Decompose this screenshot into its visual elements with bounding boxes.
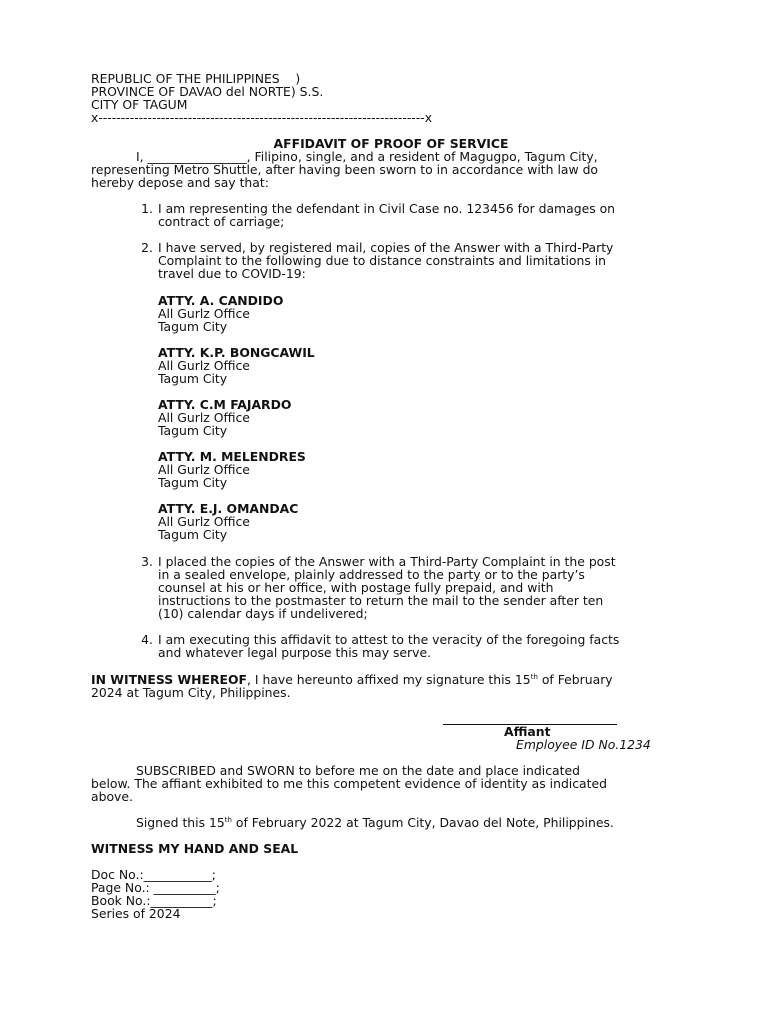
venue-republic: REPUBLIC OF THE PHILIPPINES ): [91, 71, 301, 86]
venue-header: [91, 72, 432, 124]
intro-line-1: I, ________________, Filipino, single, and a resident of Magugpo, Tagum City,: [136, 149, 598, 164]
addressee-name: ATTY. A. CANDIDO: [158, 293, 284, 308]
addressee-city: Tagum City: [158, 371, 228, 386]
name-blank: ________________: [147, 149, 247, 164]
intro-line-2: representing Metro Shuttle, after having been sworn to in accordance with law do: [91, 162, 599, 177]
signed-line: Signed this 15th of February 2022 at Tagum City, Davao del Note, Philippines.: [136, 815, 614, 830]
addressee-office: All Gurlz Office: [158, 358, 250, 373]
series-year: Series of 2024: [91, 906, 181, 921]
notarial-register: [91, 868, 220, 920]
list-item: 2. I have served, by registered mail, copies of the Answer with a Third-Party Complaint to the following due to distance constraints and limitations in travel due to COVID-19:: [135, 241, 695, 280]
document-title: AFFIDAVIT OF PROOF OF SERVICE: [273, 136, 509, 151]
list-item-number: 1.: [141, 201, 153, 216]
list-item: 3. I placed the copies of the Answer with a Third-Party Complaint in the post in a sealed envelope, plainly addressed to the party or to the party’s counsel at his or her office, with postage fully prepaid, and with instructions to the postmaster to return the mail to the sender after ten (10) calendar days if undelivered;: [135, 555, 695, 620]
addressee-city: Tagum City: [158, 319, 228, 334]
doc-number: Doc No.:___________;: [91, 867, 216, 882]
addressee-city: Tagum City: [158, 527, 228, 542]
employee-id: Employee ID No.1234: [516, 737, 651, 752]
intro-line-3: hereby depose and say that:: [91, 175, 269, 190]
addressee-name: ATTY. E.J. OMANDAC: [158, 501, 299, 516]
jurat-paragraph: SUBSCRIBED and SWORN to before me on the date and place indicated below. The affiant exhibited to me this competent evidence of identity as indicated above.: [91, 763, 608, 804]
addressee-name: ATTY. C.M FAJARDO: [158, 397, 292, 412]
addressee-block: [158, 346, 315, 385]
addressee-office: All Gurlz Office: [158, 462, 250, 477]
addressee-block: [158, 450, 306, 489]
page-number: Page No.: __________;: [91, 880, 220, 895]
addressee-block: [158, 398, 291, 437]
seal-heading: WITNESS MY HAND AND SEAL: [91, 841, 299, 856]
list-item: 1. I am representing the defendant in Civil Case no. 123456 for damages on contract of carriage;: [135, 202, 695, 228]
venue-city: CITY OF TAGUM: [91, 97, 188, 112]
witness-paragraph: IN WITNESS WHEREOF, I have hereunto affixed my signature this 15th of February 2024 at Tagum City, Philippines.: [91, 672, 613, 700]
addressee-city: Tagum City: [158, 423, 228, 438]
witness-heading: IN WITNESS WHEREOF: [91, 672, 247, 687]
addressee-office: All Gurlz Office: [158, 306, 250, 321]
addressee-name: ATTY. K.P. BONGCAWIL: [158, 345, 315, 360]
intro-paragraph: [91, 150, 598, 189]
list-item-number: 2.: [141, 240, 153, 255]
venue-province: PROVINCE OF DAVAO del NORTE) S.S.: [91, 84, 324, 99]
addressee-block: [158, 502, 298, 541]
addressee-block: [158, 294, 283, 333]
book-number: Book No.:__________;: [91, 893, 217, 908]
addressee-name: ATTY. M. MELENDRES: [158, 449, 306, 464]
addressee-office: All Gurlz Office: [158, 410, 250, 425]
list-item-number: 3.: [141, 554, 153, 569]
addressee-office: All Gurlz Office: [158, 514, 250, 529]
list-item: 4. I am executing this affidavit to attest to the veracity of the foregoing facts and whatever legal purpose this may serve.: [135, 633, 695, 659]
affiant-label: Affiant: [504, 724, 551, 739]
venue-separator: x-------------------------------------------------------------------------x: [91, 110, 433, 125]
addressee-city: Tagum City: [158, 475, 228, 490]
list-item-number: 4.: [141, 632, 153, 647]
